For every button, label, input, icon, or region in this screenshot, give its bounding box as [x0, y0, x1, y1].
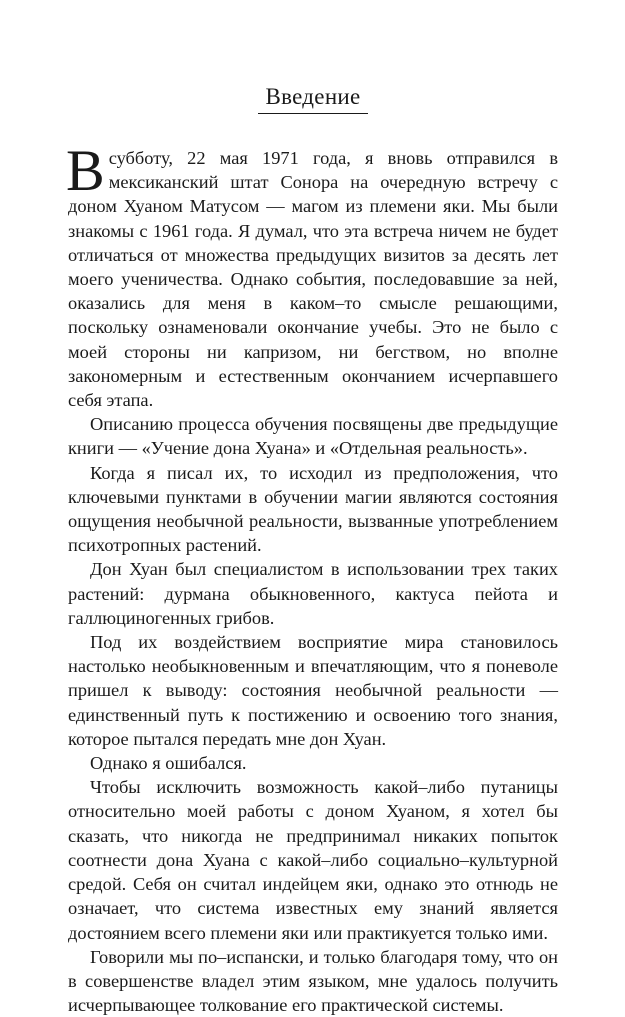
- title-underline: [258, 113, 368, 114]
- drop-cap: В: [66, 138, 105, 203]
- paragraph-6: Однако я ошибался.: [90, 753, 247, 774]
- chapter-body: [66, 138, 558, 1017]
- paragraph-8: Говорили мы по–испански, и только благодаря тому, что он в совершенстве владел этим языком, мне удалось получить исчерпывающее толкование его практической системы.: [68, 946, 558, 1016]
- paragraph-2: Описанию процесса обучения посвящены две предыдущие книги — «Учение дона Хуана» и «Отдельная реальность».: [68, 414, 558, 459]
- chapter-title: Введение: [265, 84, 361, 109]
- paragraph-1-text: субботу, 22 мая 1971 года, я вновь отправился в мексиканский штат Сонора на очередную встречу с доном Хуаном Матусом — магом из племени яки. Мы были знакомы с 1961 года. Я думал, что эта встреча ничем не будет отличаться от множества предыдущих визитов за десять лет моего ученичества. Однако события, последовавшие за ней, оказались для меня в каком–то смысле решающими, поскольку ознаменовали окончание учебы. Это не было с моей стороны ни капризом, ни бегством, но вполне закономерным и естественным окончанием исчерпавшего себя этапа.: [68, 148, 558, 411]
- paragraph-4: Дон Хуан был специалистом в использовании трех таких растений: дурмана обыкновенного, кактуса пейота и галлюциногенных грибов.: [68, 559, 558, 628]
- paragraph-7: Чтобы исключить возможность какой–либо путаницы относительно моей работы с доном Хуаном, я хотел бы сказать, что никогда не предпринимал никаких попыток соотнести дона Хуана с какой–либо социально–культурной средой. Себя он считал индейцем яки, однако это отнюдь не означает, что система известных ему знаний является достоянием всего племени яки или практикуется только ими.: [68, 777, 558, 943]
- paragraph-3: Когда я писал их, то исходил из предположения, что ключевыми пунктами в обучении магии являются состояния ощущения необычной реальности, вызванные употреблением психотропных растений.: [68, 462, 558, 556]
- paragraph-1: [66, 138, 558, 412]
- paragraph-5: Под их воздействием восприятие мира становилось настолько необыкновенным и впечатляющим, что я поневоле пришел к выводу: состояния необычной реальности — единственный путь к постижению и освоению того знания, которое пытался передать мне дон Хуан.: [68, 632, 558, 749]
